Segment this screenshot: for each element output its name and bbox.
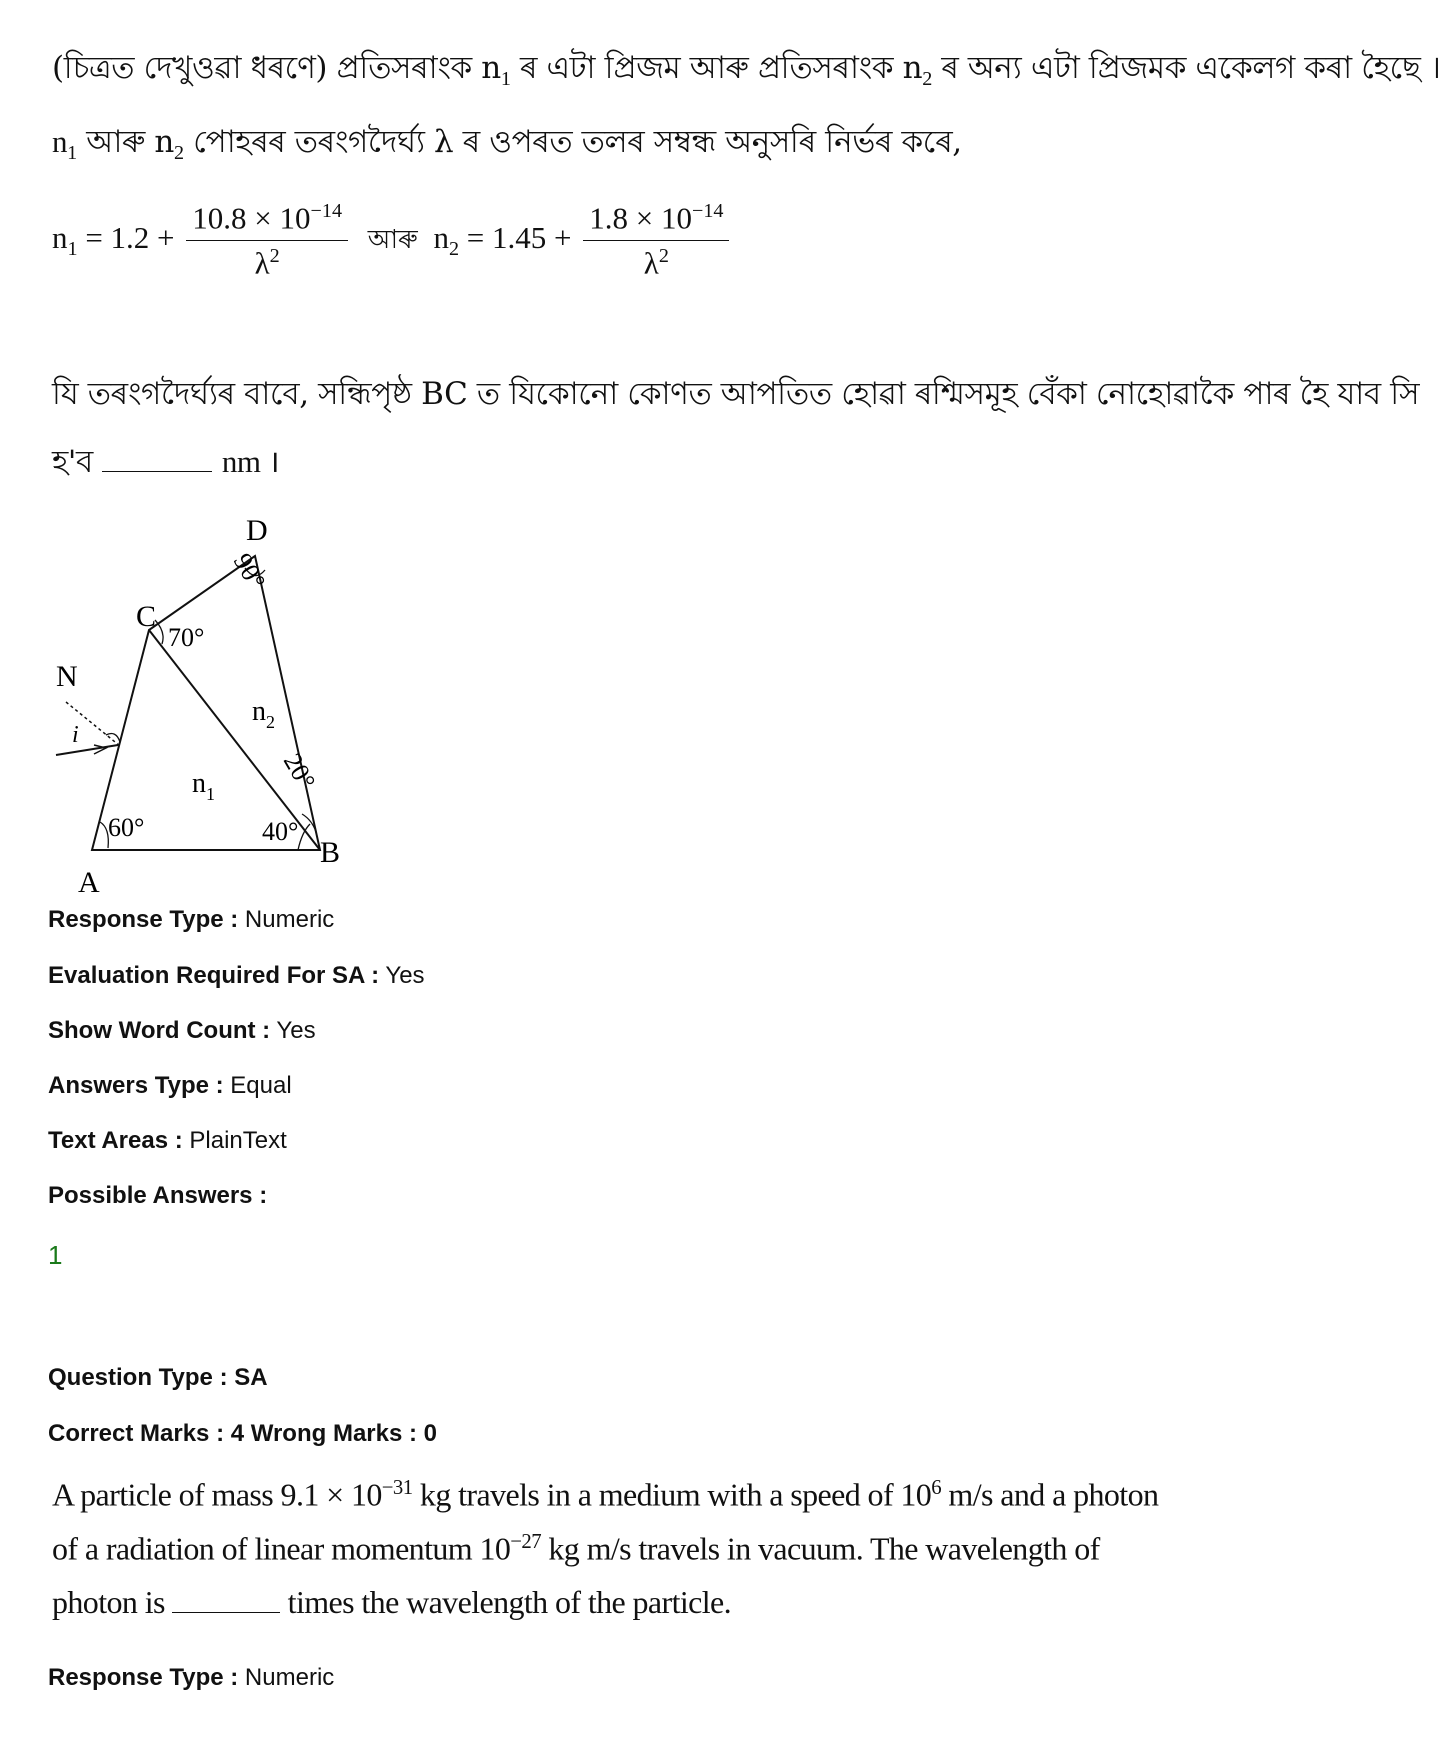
label-d: D [246, 514, 268, 547]
incident-ray [56, 745, 118, 755]
label-n: N [56, 660, 78, 693]
meta-text-areas: Text Areas : PlainText [48, 1127, 287, 1154]
angle-b: 40° [262, 817, 299, 846]
angle-d: 90° [227, 548, 272, 595]
meta-possible-answers: Possible Answers : [48, 1182, 268, 1209]
label-c: C [136, 600, 157, 633]
angle-a: 60° [108, 813, 145, 842]
q2-answer-blank [172, 1588, 280, 1613]
q1-line-4: হ'ব nm । [52, 444, 280, 480]
refractive-index-equation: $n_1 = 1.2$ + $\frac{10.8 \times 10^{-14}}{\lambda^2}$ আৰু $n_2 = 1.45$ + $\frac{1.8 \times 10^{-14}}{\lambda^2}$ [52, 200, 733, 282]
possible-answer-value: 1 [48, 1240, 63, 1270]
q2-line-2: of a radiation of linear momentum $10^{-27}$ kg m/s travels in vacuum. The wavelength of [52, 1530, 1100, 1567]
marks: Correct Marks : 4 Wrong Marks : 0 [48, 1420, 438, 1447]
meta-evaluation-required: Evaluation Required For SA : Yes [48, 962, 425, 989]
label-a: A [78, 866, 100, 899]
meta-answers-type: Answers Type : Equal [48, 1072, 292, 1099]
n2-fraction: $\frac{1.8 \times 10^{-14}}{\lambda^2}$ [583, 200, 729, 282]
angle-c: 70° [168, 623, 205, 652]
label-b: B [320, 836, 341, 869]
q1-line-2: $n_1$ আৰু $n_2$ পোহৰৰ তৰংগদৈৰ্ঘ্য λ ৰ ওপৰত তলৰ সম্বন্ধ অনুসৰি নিৰ্ভৰ কৰে, [52, 124, 962, 165]
label-i: i [72, 722, 79, 748]
q1-line-1: (চিত্ৰত দেখুওৱা ধৰণে) প্ৰতিসৰাংক $n_1$ ৰ এটা প্ৰিজম আৰু প্ৰতিসৰাংক $n_2$ ৰ অন্য এটা প্ৰিজমক একেলগ কৰা হৈছে । [52, 50, 1441, 91]
meta-response-type: Response Type : Numeric [48, 906, 335, 933]
question-type: Question Type : SA [48, 1364, 268, 1391]
meta2-response-type: Response Type : Numeric [48, 1664, 335, 1691]
label-n1: $n_1$ [192, 768, 215, 804]
prism-diagram [40, 510, 360, 900]
meta-show-word-count: Show Word Count : Yes [48, 1017, 316, 1044]
label-n2: $n_2$ [252, 696, 275, 732]
q2-line-1: A particle of mass $9.1 \times 10^{-31}$ kg travels in a medium with a speed of $10^6$ m/s and a photon [52, 1476, 1159, 1513]
q1-line-3: যি তৰংগদৈৰ্ঘ্যৰ বাবে, সন্ধিপৃষ্ঠ BC ত যিকোনো কোণত আপতিত হোৱা ৰশ্মিসমূহ বেঁকা নোহোৱাকৈ পাৰ হৈ যাব সি [52, 376, 1420, 412]
angle-b2: 20° [277, 748, 322, 795]
n1-fraction: $\frac{10.8 \times 10^{-14}}{\lambda^2}$ [186, 200, 348, 282]
q2-line-3: photon is times the wavelength of the particle. [52, 1584, 732, 1620]
answer-blank [102, 447, 212, 472]
